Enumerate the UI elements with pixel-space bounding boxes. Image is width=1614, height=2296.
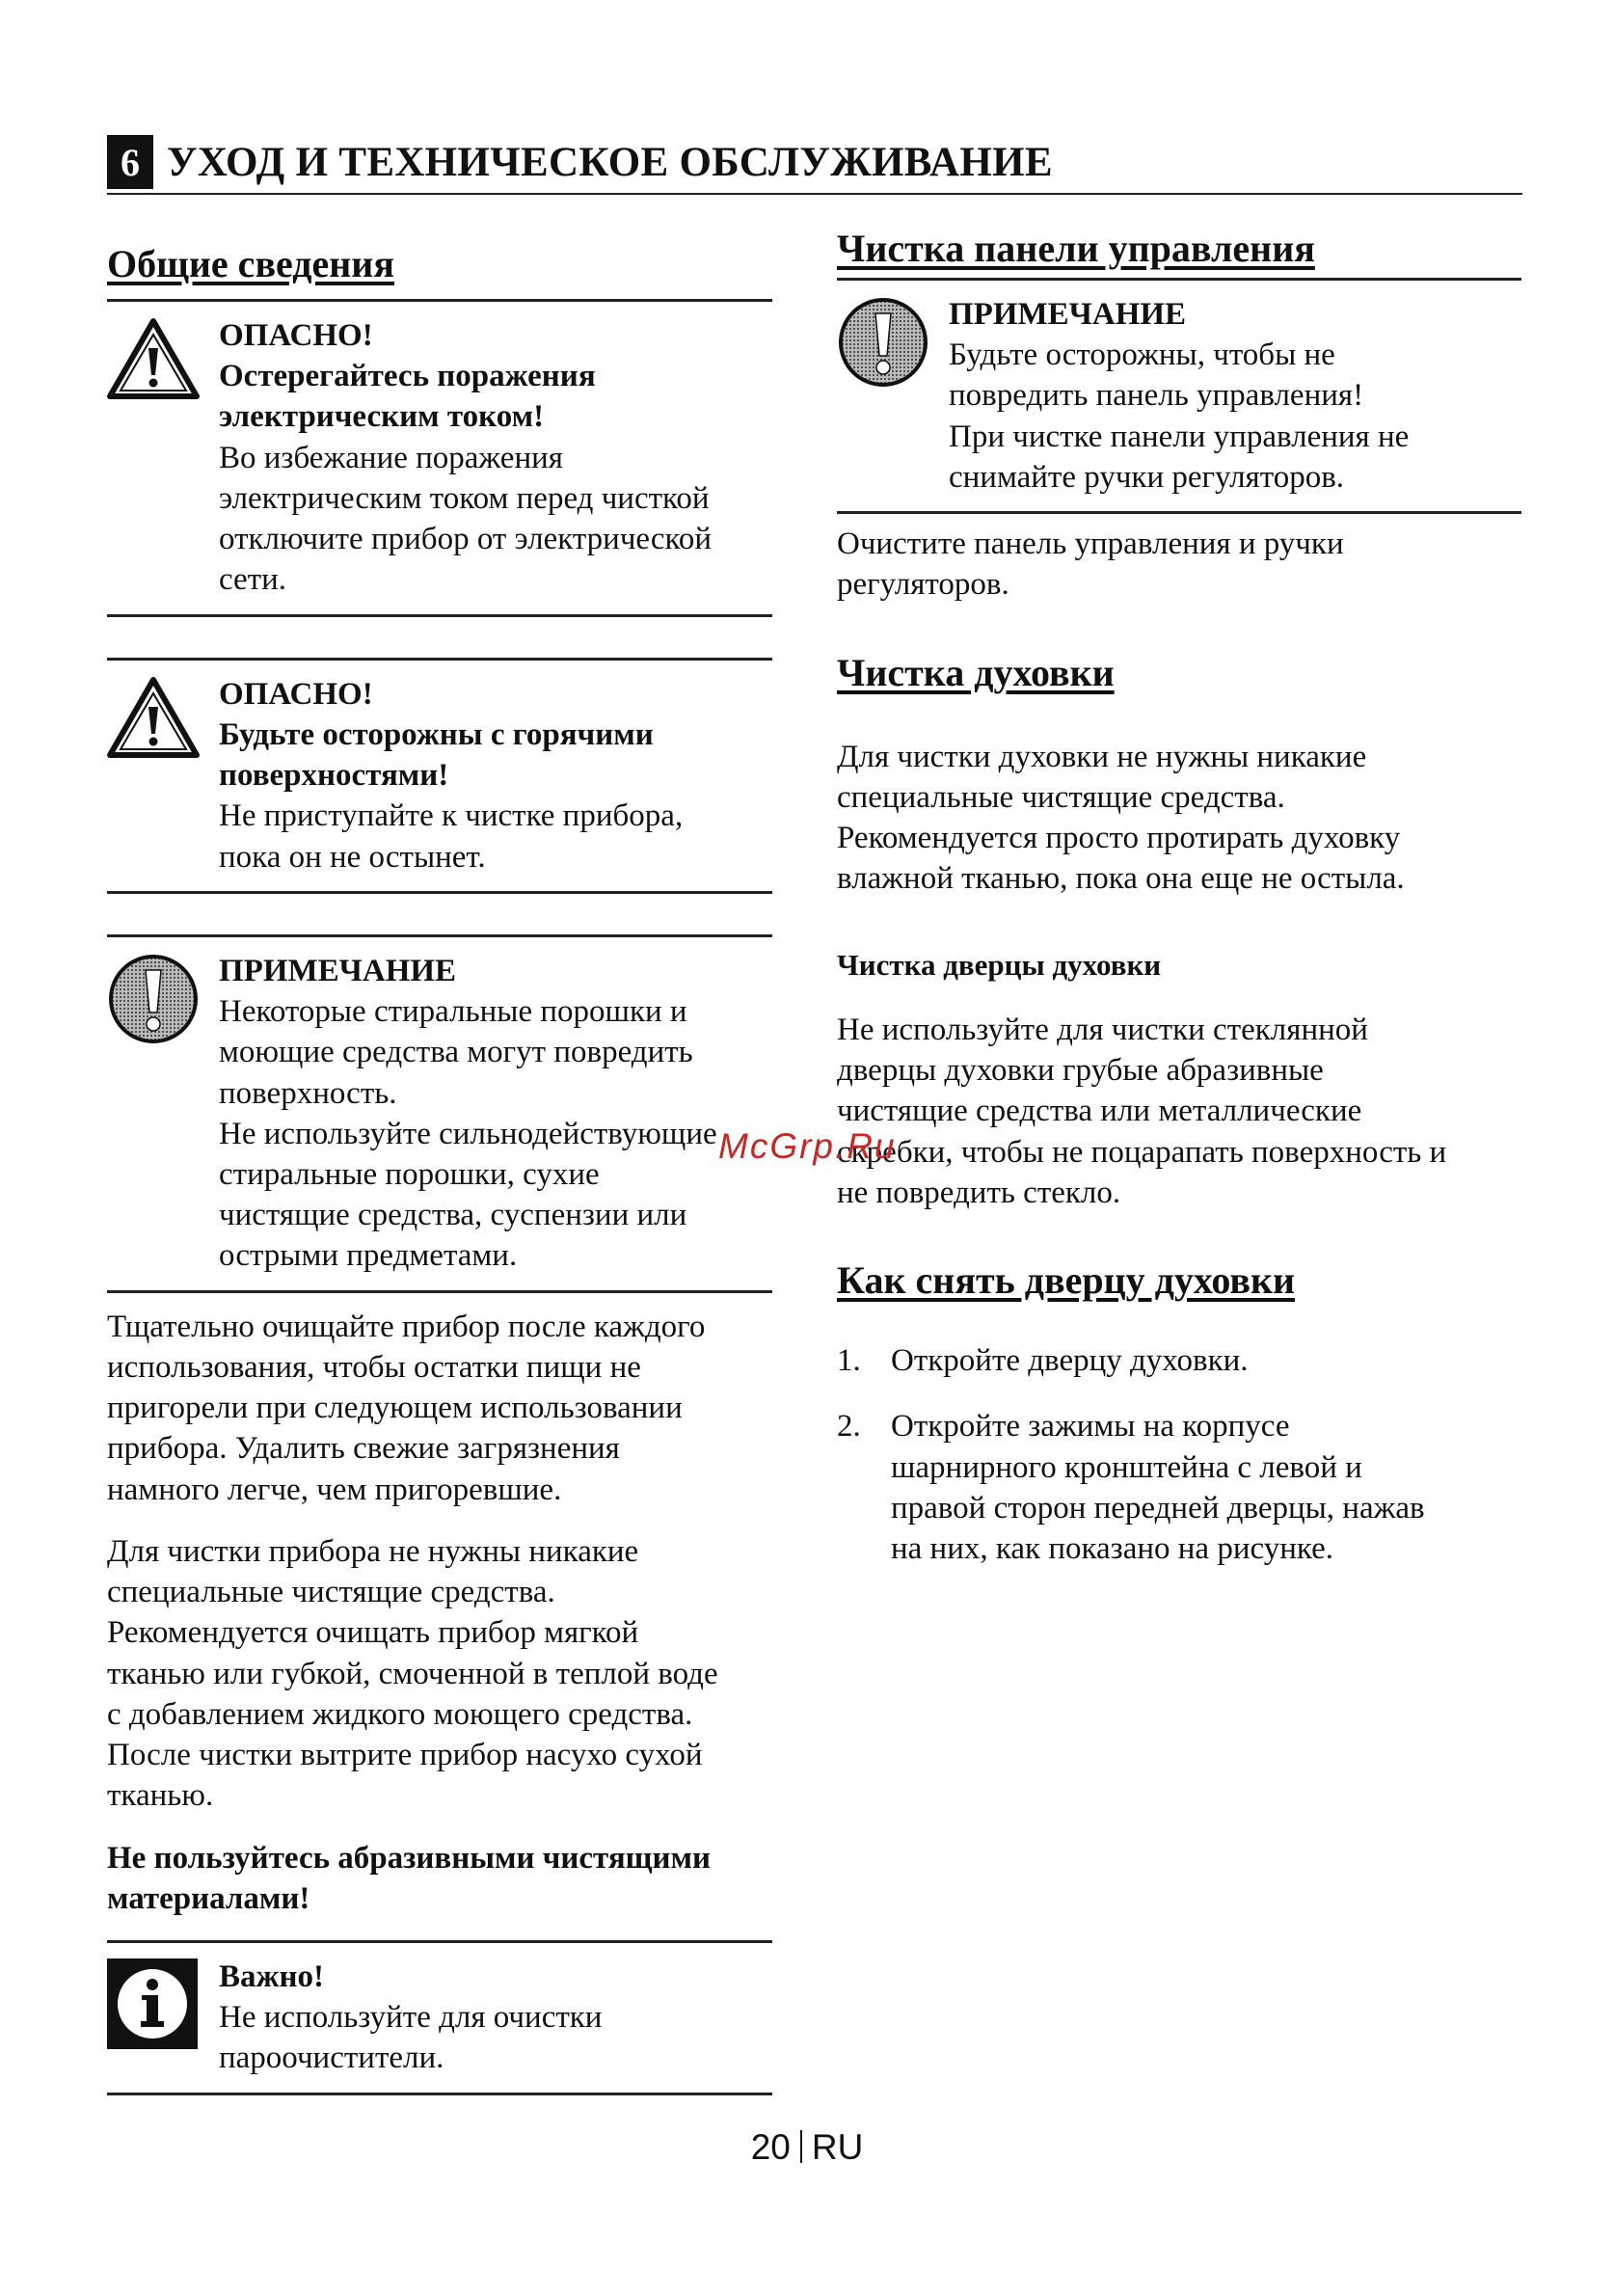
- list-item: [837, 1340, 1521, 1381]
- text-line: Не используйте для чистки стеклянной: [837, 1012, 1368, 1047]
- text-line: дверцы духовки грубые абразивные: [837, 1053, 1324, 1089]
- danger-bold-line: поверхностями!: [219, 758, 449, 794]
- step-number: 1.: [837, 1343, 861, 1379]
- important-text-line: пароочистители.: [219, 2040, 444, 2076]
- text-line: чистящие средства или металлические: [837, 1094, 1362, 1129]
- danger-bold-line: электрическим током!: [219, 399, 545, 435]
- text-line: на них, как показано на рисунке.: [891, 1530, 1333, 1566]
- note-text-line: При чистке панели управления не: [949, 419, 1410, 454]
- danger-text-line: электрическим током перед чисткой: [219, 480, 710, 516]
- text-line: Рекомендуется просто протирать духовку: [837, 821, 1401, 856]
- oven-cleaning-text: [837, 737, 1521, 900]
- danger-box-hot: [107, 658, 772, 894]
- step-text: [891, 1406, 1425, 1569]
- cleaning-paragraph-1: [107, 1307, 772, 1510]
- text-line: Для чистки духовки не нужны никакие: [837, 739, 1367, 774]
- exclamation-circle-icon: [837, 294, 949, 498]
- oven-cleaning-heading: Чистка духовки: [837, 650, 1115, 694]
- note-box-control-panel: [837, 278, 1521, 514]
- text-line: использования, чтобы остатки пищи не: [107, 1349, 641, 1385]
- text-line: тканью или губкой, смоченной в теплой воде: [107, 1656, 718, 1691]
- text-line: намного легче, чем пригоревшие.: [107, 1472, 562, 1507]
- text-line: шарнирного кронштейна с левой и: [891, 1449, 1362, 1485]
- note-text-line: чистящие средства, суспензии или: [219, 1198, 687, 1233]
- note-box-detergents: [107, 934, 772, 1293]
- note-text-line: повредить панель управления!: [949, 378, 1364, 414]
- remove-door-heading: Как снять дверцу духовки: [837, 1258, 1296, 1303]
- important-box: [107, 1940, 772, 2095]
- footer-separator: [800, 2130, 802, 2163]
- text-line: После чистки вытрите прибор насухо сухой: [107, 1738, 703, 1773]
- page-footer: [0, 2127, 1614, 2168]
- list-item: [837, 1406, 1521, 1569]
- text-line: правой сторон передней дверцы, нажав: [891, 1490, 1425, 1526]
- warning-triangle-icon: [107, 674, 219, 878]
- text-line: скребки, чтобы не поцарапать поверхность и: [837, 1134, 1447, 1170]
- note-text-line: поверхность.: [219, 1075, 397, 1111]
- general-info-heading: Общие сведения: [107, 242, 394, 285]
- note-text-line: Будьте осторожны, чтобы не: [949, 338, 1335, 373]
- text-line: специальные чистящие средства.: [107, 1575, 555, 1610]
- text-line: Очистите панель управления и ручки: [837, 527, 1344, 562]
- danger-title: ОПАСНО!: [219, 318, 373, 353]
- cleaning-paragraph-2: [107, 1531, 772, 1817]
- note-text-line: моющие средства могут повредить: [219, 1035, 693, 1070]
- danger-bold-line: Будьте осторожны с горячими: [219, 716, 654, 752]
- text-line: Тщательно очищайте прибор после каждого: [107, 1309, 706, 1344]
- oven-door-cleaning-heading: Чистка дверцы духовки: [837, 947, 1162, 982]
- danger-text-line: Во избежание поражения: [219, 440, 563, 475]
- no-abrasives-warning: [107, 1838, 772, 1919]
- danger-text-line: отключите прибор от электрической: [219, 522, 713, 557]
- note-text-line: Не используйте сильнодействующие: [219, 1116, 717, 1151]
- step-text: [891, 1340, 1249, 1381]
- right-column: [837, 226, 1521, 1586]
- text-line: Откройте дверцу духовки.: [891, 1343, 1249, 1379]
- section-title: УХОД И ТЕХНИЧЕСКОЕ ОБСЛУЖИВАНИЕ: [167, 139, 1053, 185]
- danger-box-electric: [107, 299, 772, 617]
- note-title: ПРИМЕЧАНИЕ: [219, 953, 457, 988]
- text-line: пригорели при следующем использовании: [107, 1391, 683, 1426]
- text-line: Не пользуйтесь абразивными чистящими: [107, 1840, 712, 1876]
- info-icon: [107, 1957, 219, 2079]
- step-number: 2.: [837, 1409, 861, 1445]
- note-text-line: снимайте ручки регуляторов.: [949, 459, 1345, 495]
- text-line: Рекомендуется очищать прибор мягкой: [107, 1615, 639, 1651]
- text-line: материалами!: [107, 1880, 310, 1916]
- text-line: тканью.: [107, 1778, 214, 1814]
- text-line: прибора. Удалить свежие загрязнения: [107, 1431, 620, 1467]
- section-header: [107, 131, 1522, 195]
- remove-door-steps: [837, 1340, 1521, 1569]
- page-number: 20: [750, 2127, 791, 2167]
- exclamation-circle-icon: [107, 951, 219, 1277]
- danger-bold-line: Остерегайтесь поражения: [219, 359, 596, 394]
- note-text-line: стиральные порошки, сухие: [219, 1156, 600, 1192]
- text-line: с добавлением жидкого моющего средства.: [107, 1696, 693, 1732]
- important-title: Важно!: [219, 1958, 324, 1994]
- text-line: влажной тканью, пока она еще не остыла.: [837, 861, 1405, 897]
- note-title: ПРИМЕЧАНИЕ: [949, 297, 1187, 332]
- control-panel-heading: Чистка панели управления: [837, 227, 1315, 270]
- important-text-line: Не используйте для очистки: [219, 2000, 603, 2036]
- note-text-line: Некоторые стиральные порошки и: [219, 994, 687, 1030]
- left-column: [107, 241, 772, 2095]
- warning-triangle-icon: [107, 315, 219, 601]
- note-text-line: острыми предметами.: [219, 1238, 518, 1274]
- text-line: специальные чистящие средства.: [837, 779, 1285, 815]
- text-line: Откройте зажимы на корпусе: [891, 1409, 1290, 1445]
- danger-text-line: сети.: [219, 562, 287, 598]
- language-code: RU: [811, 2127, 864, 2167]
- watermark: McGrp.Ru: [718, 1126, 897, 1166]
- danger-title: ОПАСНО!: [219, 676, 373, 712]
- danger-text-line: Не приступайте к чистке прибора,: [219, 798, 684, 834]
- text-line: регуляторов.: [837, 567, 1009, 603]
- text-line: не повредить стекло.: [837, 1175, 1121, 1210]
- text-line: Для чистки прибора не нужны никакие: [107, 1533, 639, 1569]
- danger-text-line: пока он не остынет.: [219, 839, 486, 875]
- oven-door-cleaning-text: [837, 1010, 1521, 1213]
- control-panel-text: [837, 524, 1521, 605]
- section-number: 6: [107, 135, 153, 189]
